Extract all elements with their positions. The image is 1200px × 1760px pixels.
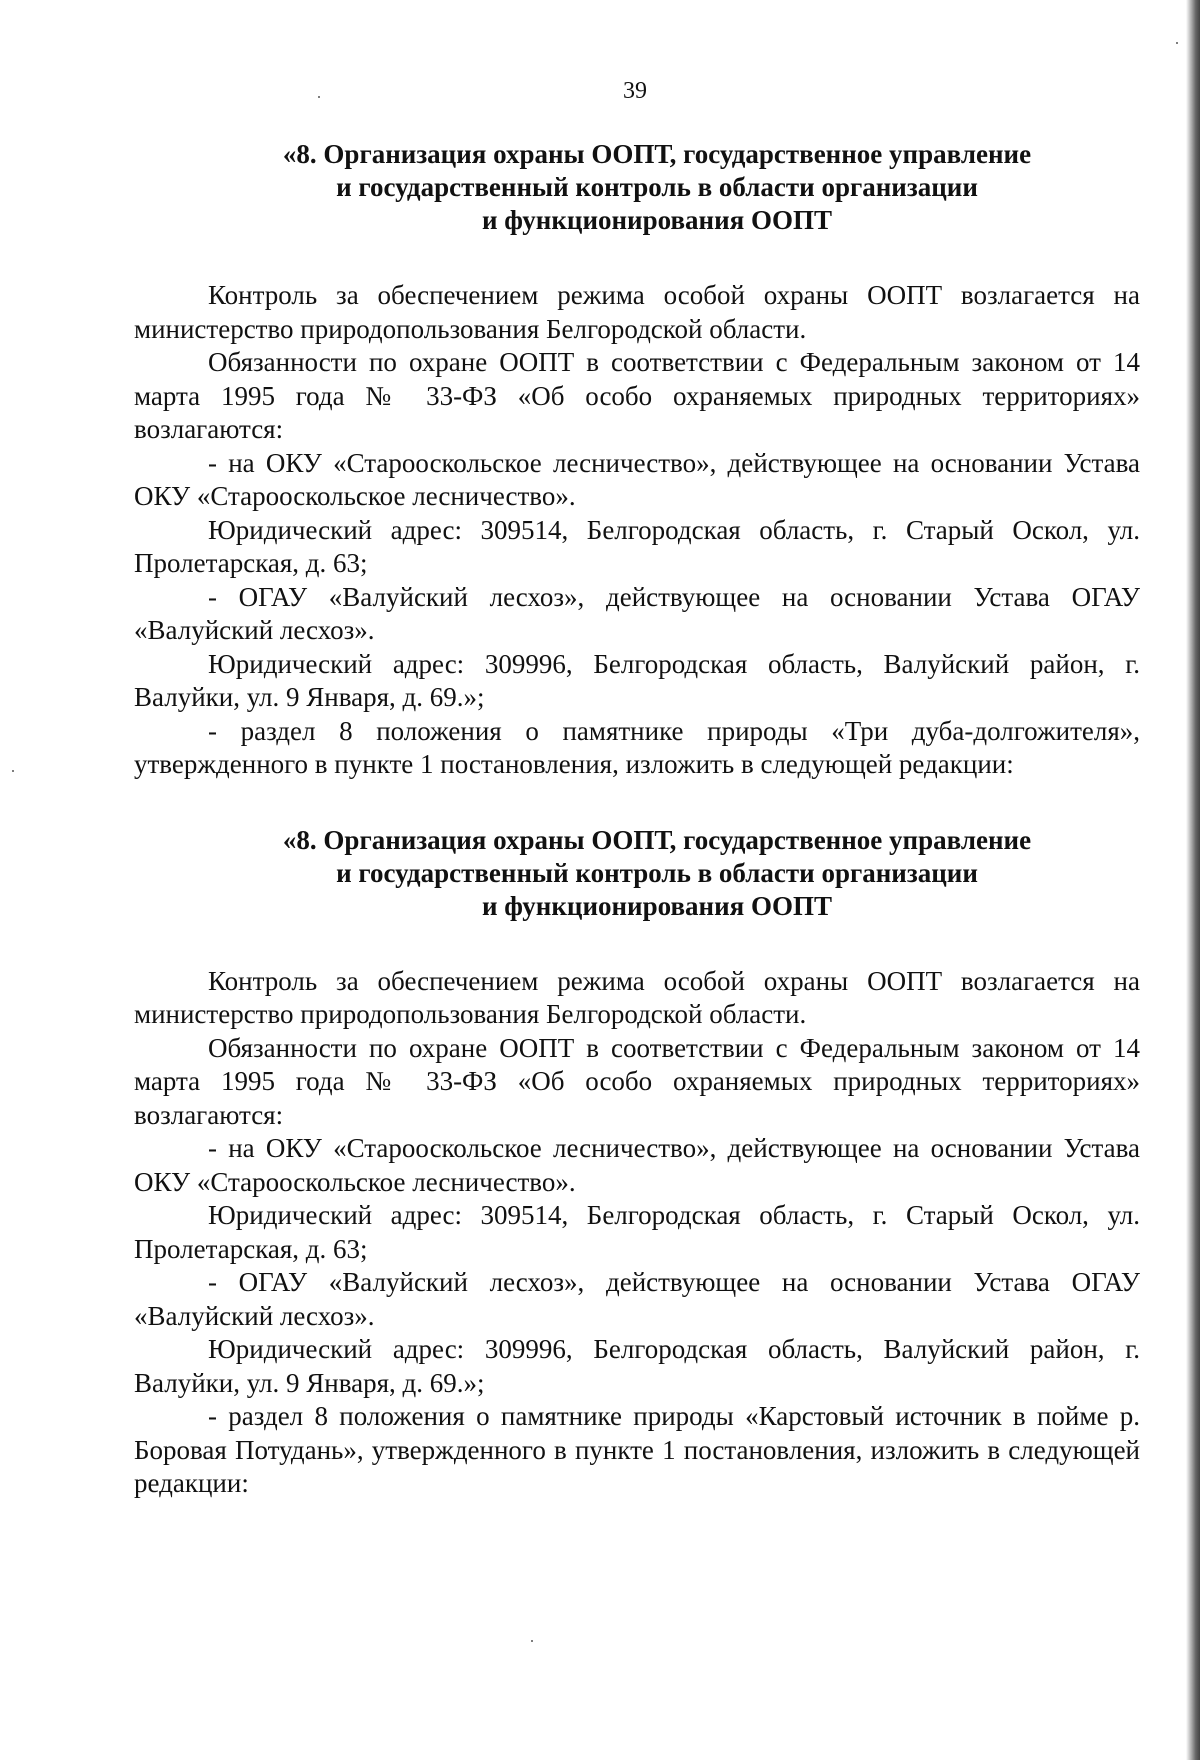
page-number: 39 <box>623 78 647 104</box>
heading-line: «8. Организация охраны ООПТ, государственное управление <box>282 824 1032 855</box>
paragraph: Контроль за обеспечением режима особой охраны ООПТ возлагается на министерство природопользования Белгородской области. <box>134 965 1140 1029</box>
paragraph: - ОГАУ «Валуйский лесхоз», действующее на основании Устава ОГАУ «Валуйский лесхоз». <box>134 1267 1140 1331</box>
section-paragraphs <box>134 279 1140 782</box>
paragraph: - ОГАУ «Валуйский лесхоз», действующее на основании Устава ОГАУ «Валуйский лесхоз». <box>134 581 1140 645</box>
heading-line: «8. Организация охраны ООПТ, государственное управление <box>282 139 1032 169</box>
section-paragraphs <box>134 965 1140 1501</box>
paragraph: Юридический адрес: 309514, Белгородская область, г. Старый Оскол, ул. Пролетарская, д. 63; <box>134 1200 1140 1264</box>
scan-speck <box>318 96 320 98</box>
paragraph: - раздел 8 положения о памятнике природы «Три дуба-долгожителя», утвержденного в пункте 1 постановления, изложить в следующей редакции: <box>134 715 1140 779</box>
heading-line: и функционирования ООПТ <box>481 205 833 235</box>
paragraph: Обязанности по охране ООПТ в соответствии с Федеральным законом от 14 марта 1995 года № 33-ФЗ «Об особо охраняемых природных территориях» возлагаются: <box>134 347 1140 444</box>
paragraph: Обязанности по охране ООПТ в соответствии с Федеральным законом от 14 марта 1995 года № 33-ФЗ «Об особо охраняемых природных территориях» возлагаются: <box>134 1032 1140 1130</box>
paragraph: Юридический адрес: 309996, Белгородская область, Валуйский район, г. Валуйки, ул. 9 Января, д. 69.»; <box>134 648 1140 712</box>
section-heading <box>134 824 1140 923</box>
scan-speck <box>12 770 14 772</box>
paragraph: - на ОКУ «Старооскольское лесничество», действующее на основании Устава ОКУ «Старооскольское лесничество». <box>134 1133 1140 1197</box>
heading-line: и государственный контроль в области организации <box>336 172 978 202</box>
section-1 <box>134 138 1140 782</box>
paragraph: Юридический адрес: 309514, Белгородская область, г. Старый Оскол, ул. Пролетарская, д. 63; <box>134 514 1140 578</box>
paragraph: Юридический адрес: 309996, Белгородская область, Валуйский район, г. Валуйки, ул. 9 Января, д. 69.»; <box>134 1334 1140 1398</box>
section-heading <box>134 138 1140 237</box>
scan-edge-shadow <box>1186 0 1200 1760</box>
heading-line: и функционирования ООПТ <box>481 890 833 921</box>
paragraph: - на ОКУ «Старооскольское лесничество», действующее на основании Устава ОКУ «Старооскольское лесничество». <box>134 447 1140 511</box>
section-2 <box>134 824 1140 1501</box>
document-body <box>134 138 1140 1501</box>
paragraph: Контроль за обеспечением режима особой охраны ООПТ возлагается на министерство природопользования Белгородской области. <box>134 280 1140 344</box>
paragraph: - раздел 8 положения о памятнике природы «Карстовый источник в пойме р. Боровая Потудань», утвержденного в пункте 1 постановления, изложить в следующей редакции: <box>134 1401 1140 1498</box>
scan-speck <box>1176 42 1178 44</box>
scan-speck <box>531 1640 533 1642</box>
heading-line: и государственный контроль в области организации <box>336 857 978 888</box>
